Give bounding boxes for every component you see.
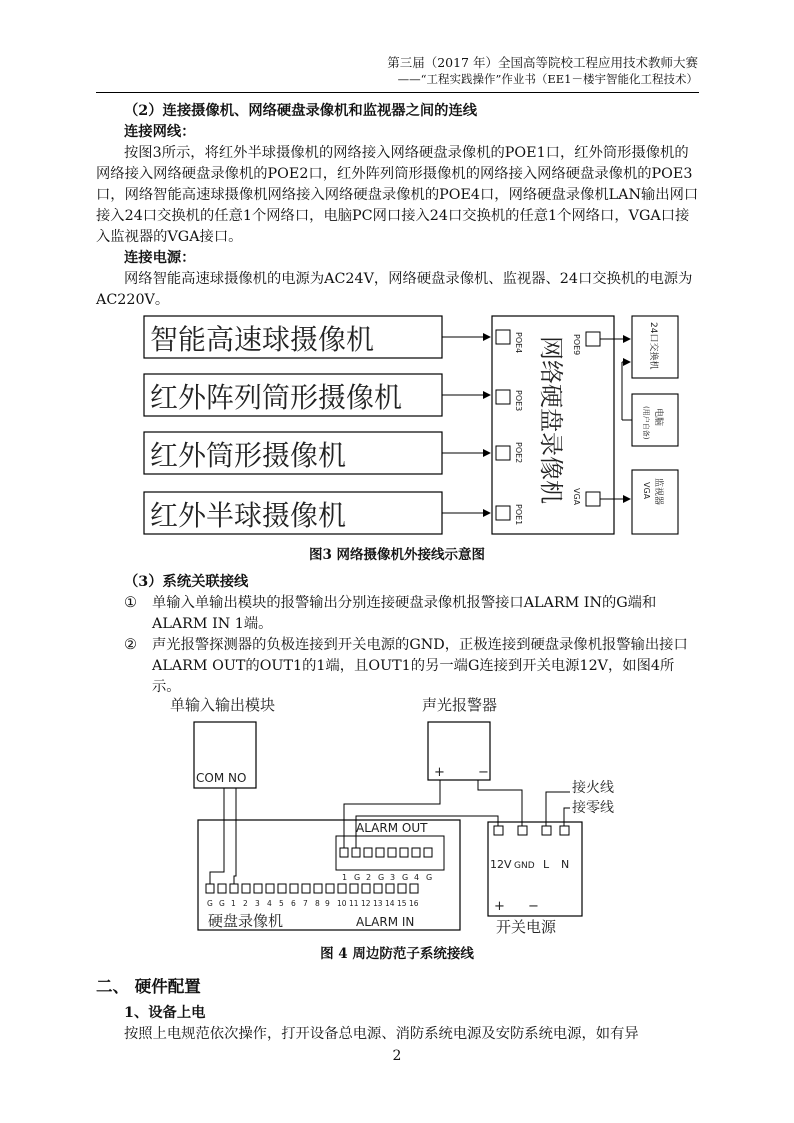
- monitor-sublabel: VGA: [642, 482, 651, 500]
- port-label-vga: VGA: [572, 488, 581, 506]
- switch-label: 24口交换机: [648, 322, 658, 370]
- nvr-pin-13: 12: [361, 899, 371, 908]
- header-rule: [96, 92, 699, 93]
- nvr-pin-0: G: [207, 899, 213, 908]
- nvr-pin-2: 1: [231, 899, 236, 908]
- ao-pin-4: 3: [390, 873, 396, 882]
- alarm-out-label: ALARM OUT: [356, 821, 428, 835]
- alarm-in-terminals: [206, 884, 418, 893]
- section3-title: （3）系统关联接线: [124, 574, 249, 590]
- figure3-diagram: [140, 312, 700, 540]
- camera-label-bullet: 红外筒形摄像机: [150, 439, 347, 472]
- list-item-2-text: 声光报警探测器的负极连接到开关电源的GND，正极连接到硬盘录像机报警输出接口ALARM OUT的OUT1的1端，且OUT1的另一端G连接到开关电源12V，如图4所示。: [152, 637, 688, 695]
- list-item-1-number: ①: [124, 595, 137, 611]
- alarm-in-label: ALARM IN: [356, 915, 415, 929]
- psu-plus: +: [494, 899, 505, 914]
- part2-title: 二、 硬件配置: [96, 977, 201, 996]
- list-item-2-number: ②: [124, 637, 137, 653]
- psu-pin-n: N: [561, 858, 570, 871]
- port-poe4: [496, 330, 510, 344]
- alarm-plus: +: [434, 765, 445, 780]
- nvr-pin-16: 15: [397, 899, 407, 908]
- port-poe3: [496, 390, 510, 404]
- port-label-poe2: POE2: [514, 442, 523, 464]
- module-terminals: COM NO: [196, 771, 247, 785]
- list-item-2: [124, 635, 700, 698]
- figure3-caption: 图3 网络摄像机外接线示意图: [308, 547, 486, 563]
- port-poe2: [496, 446, 510, 460]
- psu-terminals: [494, 826, 569, 835]
- ao-pin-1: G: [354, 873, 361, 882]
- port-label-poe3: POE3: [514, 390, 523, 412]
- list-item-1: [124, 593, 700, 635]
- ao-pin-7: G: [426, 873, 433, 882]
- alarm-minus: −: [478, 765, 489, 780]
- psu-pin-l: L: [543, 858, 550, 871]
- ao-pin-3: G: [378, 873, 385, 882]
- nvr-pin-4: 3: [255, 899, 260, 908]
- part2-paragraph: 按照上电规范依次操作，打开设备总电源、消防系统电源及安防系统电源，如有异: [124, 1026, 639, 1042]
- nvr-pin-17: 16: [409, 899, 419, 908]
- nvr-pin-5: 4: [267, 899, 272, 908]
- port-label-poe9: POE9: [572, 334, 581, 356]
- port-label-poe4: POE4: [514, 332, 523, 354]
- camera-label-ptz: 智能高速球摄像机: [150, 323, 375, 356]
- list-item-1-text: 单输入单输出模块的报警输出分别连接硬盘录像机报警接口ALARM IN的G端和ALARM IN 1端。: [152, 595, 657, 632]
- alarm-out-terminals: [340, 848, 432, 857]
- ao-pin-6: 4: [414, 873, 420, 882]
- nvr-pin-9: 8: [315, 899, 320, 908]
- pc-sublabel: (用户自备): [642, 406, 650, 440]
- page-number: 2: [392, 1048, 402, 1064]
- nvr-vertical-label: 网络硬盘录像机: [537, 336, 565, 504]
- camera-label-dome: 红外半球摄像机: [150, 499, 347, 532]
- section2-title: （2）连接摄像机、网络硬盘录像机和监视器之间的连线: [124, 103, 478, 119]
- alarm-device-label: 声光报警器: [422, 696, 498, 714]
- ao-pin-5: G: [402, 873, 409, 882]
- net-subtitle: 连接网线：: [124, 124, 196, 140]
- power-subtitle: 连接电源：: [124, 250, 196, 266]
- monitor-label: 监视器: [653, 478, 663, 506]
- port-vga: [586, 492, 600, 506]
- fire-line-label: 接火线: [572, 780, 614, 796]
- zero-line-label: 接零线: [572, 800, 614, 816]
- nvr-pin-14: 13: [373, 899, 383, 908]
- ao-pin-0: 1: [342, 873, 348, 882]
- ao-pin-2: 2: [366, 873, 372, 882]
- nvr-pin-3: 2: [243, 899, 248, 908]
- nvr-pin-15: 14: [385, 899, 395, 908]
- psu-minus: −: [528, 899, 539, 914]
- figure4-diagram: [160, 692, 640, 940]
- nvr-pin-12: 11: [349, 899, 359, 908]
- running-header-subtitle: ——“工程实践操作”作业书（EE1－楼宇智能化工程技术）: [397, 72, 698, 86]
- net-paragraph: 按图3所示，将红外半球摄像机的网络接入网络硬盘录像机的POE1口，红外筒形摄像机的网络接入网络硬盘录像机的POE2口，红外阵列筒形摄像机的网络接入网络硬盘录像机的POE3口，网络智能高速球摄像机网络接入网络硬盘录像机的POE4口，网络硬盘录像机LAN输出网口接入24口交换机的任意1个网络口，电脑PC网口接入24口交换机的任意1个网络口，VGA口接入监视器的VGA接口。: [96, 145, 699, 245]
- running-header-title: 第三届（2017 年）全国高等院校工程应用技术教师大赛: [387, 55, 698, 70]
- nvr-pin-1: G: [219, 899, 225, 908]
- nvr-pin-6: 5: [279, 899, 284, 908]
- module-label: 单输入输出模块: [170, 696, 276, 714]
- psu-pin-gnd: GND: [514, 861, 535, 871]
- nvr-pin-11: 10: [337, 899, 347, 908]
- nvr-pin-7: 6: [291, 899, 296, 908]
- camera-label-array: 红外阵列筒形摄像机: [150, 381, 403, 414]
- port-poe1: [496, 506, 510, 520]
- pc-label: 电脑: [653, 408, 663, 427]
- figure4-caption: 图 4 周边防范子系统接线: [320, 946, 474, 962]
- psu-label: 开关电源: [496, 918, 557, 936]
- port-poe9: [586, 332, 600, 346]
- part2-subtitle: 1、设备上电: [124, 1005, 206, 1021]
- nvr-pin-8: 7: [303, 899, 308, 908]
- port-label-poe1: POE1: [514, 504, 523, 526]
- nvr-terminal-label: 硬盘录像机: [208, 912, 284, 930]
- psu-pin-12v: 12V: [490, 858, 512, 871]
- power-paragraph: 网络智能高速球摄像机的电源为AC24V，网络硬盘录像机、监视器、24口交换机的电源为AC220V。: [96, 271, 693, 308]
- nvr-pin-10: 9: [325, 899, 330, 908]
